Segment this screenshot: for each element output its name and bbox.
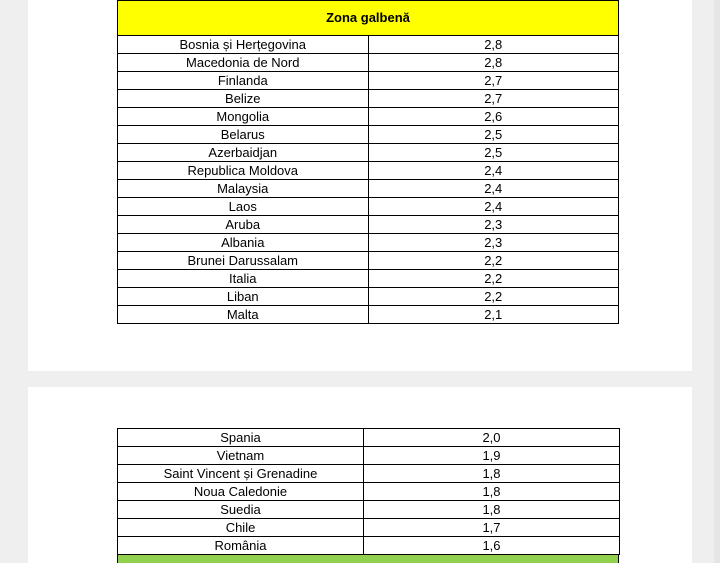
value-cell: 2,3 (368, 216, 619, 234)
value-cell: 2,0 (364, 429, 620, 447)
country-cell: Malta (118, 306, 369, 324)
country-cell: Belize (118, 90, 369, 108)
value-cell: 1,6 (364, 537, 620, 555)
document-page-2 (28, 387, 692, 563)
document-page-1 (28, 0, 692, 371)
value-cell: 1,8 (364, 501, 620, 519)
table-row (118, 144, 619, 162)
table-row (118, 447, 620, 465)
value-cell: 1,8 (364, 465, 620, 483)
value-cell: 2,3 (368, 234, 619, 252)
zone-header-row (118, 1, 619, 36)
country-cell: Spania (118, 429, 364, 447)
table-row (118, 198, 619, 216)
value-cell: 2,4 (368, 162, 619, 180)
table-row (118, 126, 619, 144)
green-zone-header-bar (117, 554, 619, 563)
scroll-edge (714, 0, 720, 563)
table-row (118, 270, 619, 288)
table-row (118, 306, 619, 324)
value-cell: 1,7 (364, 519, 620, 537)
table-row (118, 501, 620, 519)
table-row (118, 216, 619, 234)
country-cell: Belarus (118, 126, 369, 144)
country-cell: Suedia (118, 501, 364, 519)
table-row (118, 36, 619, 54)
yellow-zone-table (117, 0, 619, 324)
value-cell: 2,5 (368, 126, 619, 144)
table-row (118, 519, 620, 537)
value-cell: 2,4 (368, 180, 619, 198)
country-cell: Bosnia și Herțegovina (118, 36, 369, 54)
country-cell: Noua Caledonie (118, 483, 364, 501)
value-cell: 2,2 (368, 252, 619, 270)
country-cell: Italia (118, 270, 369, 288)
country-cell: Finlanda (118, 72, 369, 90)
value-cell: 1,9 (364, 447, 620, 465)
value-cell: 2,8 (368, 36, 619, 54)
country-cell: Malaysia (118, 180, 369, 198)
country-cell: Albania (118, 234, 369, 252)
country-cell: România (118, 537, 364, 555)
country-cell: Laos (118, 198, 369, 216)
table-row (118, 252, 619, 270)
value-cell: 2,8 (368, 54, 619, 72)
country-cell: Saint Vincent și Grenadine (118, 465, 364, 483)
value-cell: 2,2 (368, 288, 619, 306)
value-cell: 2,7 (368, 90, 619, 108)
value-cell: 2,5 (368, 144, 619, 162)
country-cell: Brunei Darussalam (118, 252, 369, 270)
table-row (118, 180, 619, 198)
country-cell: Republica Moldova (118, 162, 369, 180)
value-cell: 2,1 (368, 306, 619, 324)
country-cell: Liban (118, 288, 369, 306)
country-cell: Vietnam (118, 447, 364, 465)
country-cell: Chile (118, 519, 364, 537)
value-cell: 2,2 (368, 270, 619, 288)
table-row (118, 537, 620, 555)
zone-header: Zona galbenă (118, 1, 619, 36)
table-row (118, 234, 619, 252)
value-cell: 2,7 (368, 72, 619, 90)
value-cell: 2,6 (368, 108, 619, 126)
table-row (118, 54, 619, 72)
country-cell: Aruba (118, 216, 369, 234)
country-cell: Mongolia (118, 108, 369, 126)
table-row (118, 288, 619, 306)
value-cell: 2,4 (368, 198, 619, 216)
table-row (118, 162, 619, 180)
table-row (118, 72, 619, 90)
value-cell: 1,8 (364, 483, 620, 501)
country-cell: Azerbaidjan (118, 144, 369, 162)
table-row (118, 465, 620, 483)
table-row (118, 90, 619, 108)
country-cell: Macedonia de Nord (118, 54, 369, 72)
table-row (118, 429, 620, 447)
table-row (118, 108, 619, 126)
table-row (118, 483, 620, 501)
yellow-zone-table-continued (117, 428, 620, 555)
